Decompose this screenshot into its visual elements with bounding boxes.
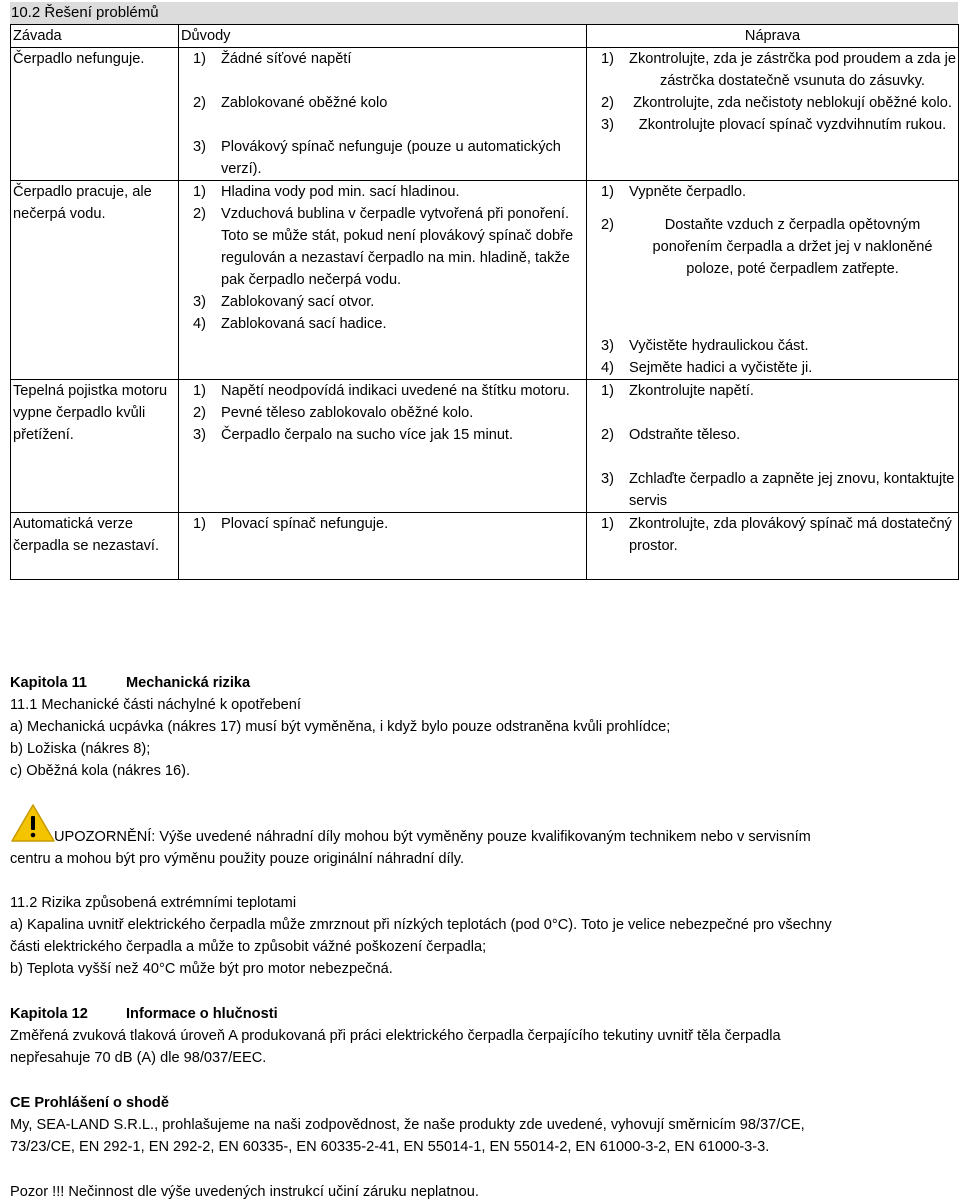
fix-item: 2) Dostaňte vzduch z čerpadla opětovným ponořením čerpadla a držet jej v nakloněné poloze, poté čerpadlem zatřepte. [601, 217, 933, 277]
paragraph-line: nepřesahuje 70 dB (A) dle 98/037/EEC. [10, 1050, 267, 1066]
fixes-cell [587, 181, 959, 380]
fixes-cell [587, 513, 959, 580]
fix-item: 3) Zchlaďte čerpadlo a zapněte jej znovu, kontaktujte servis [601, 471, 955, 509]
cause-item: 1) Žádné síťové napětí [193, 51, 352, 67]
warning-triangle-icon [10, 803, 56, 843]
page [10, 0, 958, 580]
fault-cell: Čerpadlo pracuje, ale nečerpá vodu. [11, 181, 179, 380]
header-fault: Závada [11, 25, 179, 48]
subsection-11-2 [10, 892, 958, 980]
list-item: b) Ložiska (nákres 8); [10, 741, 151, 757]
chapter-12-heading: Kapitola 12 Informace o hlučnosti [10, 1006, 278, 1022]
list-item: c) Oběžná kola (nákres 16). [10, 763, 191, 779]
ce-heading: CE Prohlášení o shodě [10, 1095, 169, 1111]
subsection-11-2-title: 11.2 Rizika způsobená extrémními teplotami [10, 895, 297, 911]
fix-item: 2) Zkontrolujte, zda nečistoty neblokují oběžné kolo. [601, 95, 952, 111]
cause-item: 1) Hladina vody pod min. sací hladinou. [193, 184, 460, 200]
table-row [11, 48, 959, 181]
section-title: 10.2 Řešení problémů [10, 2, 958, 24]
cause-item: 3) Plovákový spínač nefunguje (pouze u automatických verzí). [193, 139, 561, 177]
subsection-11-1: 11.1 Mechanické části náchylné k opotřebení [10, 697, 301, 713]
cause-item: 2) Pevné těleso zablokovalo oběžné kolo. [193, 405, 474, 421]
paragraph-line: a) Kapalina uvnitř elektrického čerpadla může zmrznout při nízkých teplotách (pod 0°C). Toto je velice nebezpečné pro všechny [10, 917, 832, 933]
fix-item: 4) Sejměte hadici a vyčistěte ji. [601, 360, 813, 376]
causes-cell [179, 380, 587, 513]
cause-item: 4) Zablokovaná sací hadice. [193, 316, 387, 332]
fix-item: 3) Vyčistěte hydraulickou část. [601, 338, 809, 354]
table-row [11, 513, 959, 580]
fix-item: 3) Zkontrolujte plovací spínač vyzdvihnutím rukou. [601, 117, 947, 133]
fault-cell: Tepelná pojistka motoru vypne čerpadlo kvůli přetížení. [11, 380, 179, 513]
cause-item: 1) Napětí neodpovídá indikaci uvedené na štítku motoru. [193, 383, 570, 399]
paragraph-line: části elektrického čerpadla a může to způsobit vážné poškození čerpadla; [10, 939, 487, 955]
warning-line-2: centru a mohou být pro výměnu použity pouze originální náhradní díly. [10, 851, 465, 867]
header-causes: Důvody [179, 25, 587, 48]
cause-item: 1) Plovací spínač nefunguje. [193, 516, 389, 532]
troubleshooting-table [10, 24, 959, 580]
cause-item: 2) Vzduchová bublina v čerpadle vytvořená při ponoření. Toto se může stát, pokud není plovákový spínač dobře regulován a nezastaví čerpadlo na min. hladině, takže pak čerpadlo nečerpá vodu. [193, 206, 574, 288]
table-header-row [11, 25, 959, 48]
fix-item: 1) Zkontrolujte napětí. [601, 383, 754, 399]
fault-cell: Čerpadlo nefunguje. [11, 48, 179, 181]
warning-line-1: UPOZORNĚNÍ: Výše uvedené náhradní díly mohou být vyměněny pouze kvalifikovaným technikem nebo v servisním [54, 829, 811, 845]
chapter-12 [10, 1003, 958, 1069]
fix-item: 1) Zkontrolujte, zda je zástrčka pod proudem a zda je zástrčka dostatečně vsunuta do zásuvky. [601, 51, 956, 89]
paragraph-line: b) Teplota vyšší než 40°C může být pro motor nebezpečná. [10, 961, 393, 977]
table-row [11, 380, 959, 513]
causes-cell [179, 513, 587, 580]
footer-note: Pozor !!! Nečinnost dle výše uvedených instrukcí učiní záruku neplatnou. [10, 1184, 479, 1200]
ce-declaration [10, 1092, 958, 1158]
causes-cell [179, 181, 587, 380]
chapter-11-heading: Kapitola 11 Mechanická rizika [10, 675, 251, 691]
cause-item: 3) Čerpadlo čerpalo na sucho více jak 15 minut. [193, 427, 514, 443]
header-fixes: Náprava [587, 25, 959, 48]
cause-item: 2) Zablokované oběžné kolo [193, 95, 388, 111]
list-item: a) Mechanická ucpávka (nákres 17) musí být vyměněna, i když bylo pouze odstraněna kvůli prohlídce; [10, 719, 671, 735]
fixes-cell [587, 380, 959, 513]
fault-cell: Automatická verze čerpadla se nezastaví. [11, 513, 179, 580]
paragraph-line: Změřená zvuková tlaková úroveň A produkovaná při práci elektrického čerpadla čerpajícího tekutiny uvnitř těla čerpadla [10, 1028, 781, 1044]
fixes-cell [587, 48, 959, 181]
table-row [11, 181, 959, 380]
fix-item: 1) Zkontrolujte, zda plovákový spínač má dostatečný prostor. [601, 516, 952, 554]
paragraph-line: My, SEA-LAND S.R.L., prohlašujeme na naši zodpovědnost, že naše produkty zde uvedené, vyhovují směrnicím 98/37/CE, [10, 1117, 805, 1133]
paragraph-line: 73/23/CE, EN 292-1, EN 292-2, EN 60335-, EN 60335-2-41, EN 55014-1, EN 55014-2, EN 61000-3-2, EN 61000-3-3. [10, 1139, 770, 1155]
chapter-11 [10, 672, 958, 782]
fix-item: 2) Odstraňte těleso. [601, 427, 741, 443]
cause-item: 3) Zablokovaný sací otvor. [193, 294, 375, 310]
causes-cell [179, 48, 587, 181]
fix-item: 1) Vypněte čerpadlo. [601, 184, 747, 200]
